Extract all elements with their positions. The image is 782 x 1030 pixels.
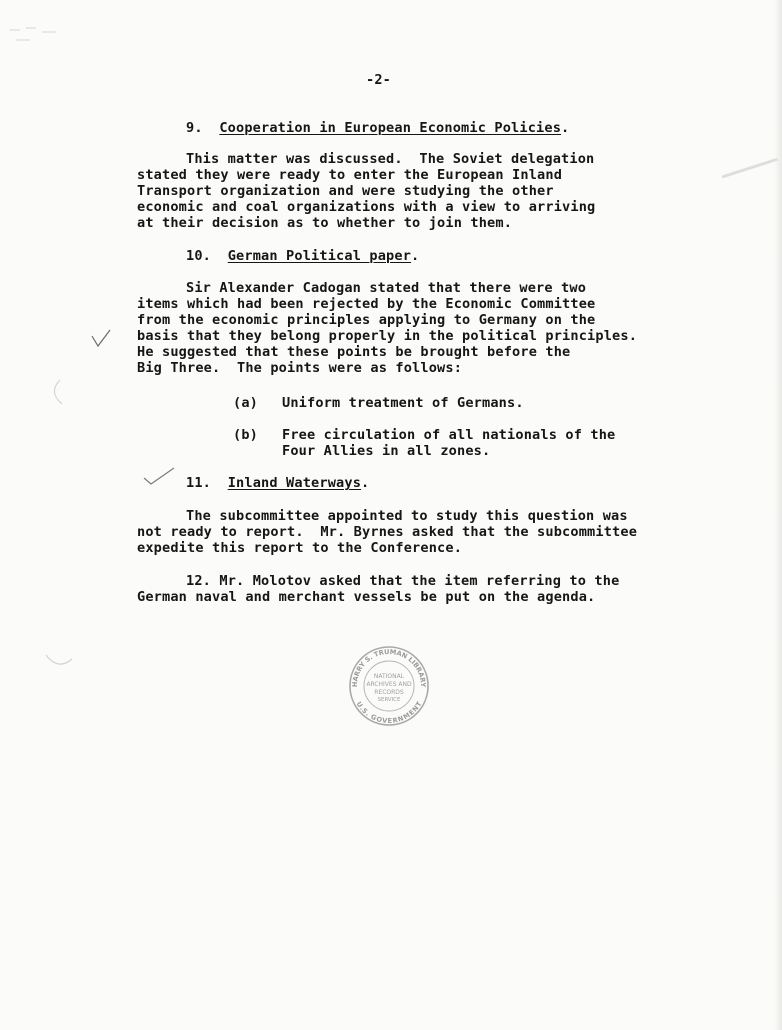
check-mark-icon — [142, 466, 176, 488]
item-12-body-line-2: German naval and merchant vessels be put on the agenda. — [137, 589, 596, 605]
seal-line-2: ARCHIVES AND — [366, 681, 412, 688]
item-11-body-line-1: The subcommittee appointed to study this question was — [186, 508, 628, 524]
seal-ring-top-text: HARRY S. TRUMAN LIBRARY — [350, 647, 428, 688]
item-10-body-line-5: He suggested that these points be brought before the — [137, 344, 571, 360]
item-11-heading-end: . — [361, 475, 370, 491]
item-9-number: 9. — [186, 120, 203, 136]
subpoint-a-label: (a) — [233, 395, 259, 411]
item-9-heading: Cooperation in European Economic Policies — [219, 120, 562, 136]
item-12-line-1 — [186, 573, 619, 589]
seal-ring-bottom-text: U.S. GOVERNMENT — [354, 700, 424, 726]
check-mark-icon — [90, 328, 112, 350]
scan-speckle — [6, 20, 76, 44]
page-number: -2- — [366, 72, 392, 88]
scan-edge-shadow — [774, 0, 782, 1030]
item-10-number: 10. — [186, 248, 212, 264]
binder-hole-shadow — [40, 378, 70, 406]
subpoint-b-line-1: Free circulation of all nationals of the — [282, 427, 616, 443]
binder-hole-shadow — [44, 645, 74, 671]
subpoint-b-label: (b) — [233, 427, 259, 443]
seal-line-4: SERVICE — [377, 697, 401, 703]
item-9-body-line-1: This matter was discussed. The Soviet delegation — [186, 151, 595, 167]
item-10-body-line-2: items which had been rejected by the Economic Committee — [137, 296, 596, 312]
scan-streak — [720, 155, 780, 179]
item-10-heading-end: . — [411, 248, 420, 264]
item-10-body-line-3: from the economic principles applying to Germany on the — [137, 312, 596, 328]
item-9-body-line-2: stated they were ready to enter the European Inland — [137, 167, 563, 183]
item-11-number: 11. — [186, 475, 212, 491]
item-10-body-line-1: Sir Alexander Cadogan stated that there were two — [186, 280, 587, 296]
library-seal-stamp — [348, 645, 430, 727]
seal-line-1: NATIONAL — [373, 673, 405, 680]
subpoint-b-line-2: Four Allies in all zones. — [282, 443, 491, 459]
item-9-body-line-4: economic and coal organizations with a view to arriving — [137, 199, 596, 215]
item-11-body-line-3: expedite this report to the Conference. — [137, 540, 463, 556]
item-12-number: 12. — [186, 573, 212, 589]
item-9-body-line-5: at their decision as to whether to join them. — [137, 215, 513, 231]
item-10-body-line-6: Big Three. The points were as follows: — [137, 360, 463, 376]
item-11-heading-line — [186, 475, 369, 491]
seal-line-3: RECORDS — [374, 689, 404, 696]
item-9-heading-line — [186, 120, 569, 136]
item-10-heading-line — [186, 248, 419, 264]
item-10-heading: German Political paper — [227, 248, 412, 264]
subpoint-a-line-1: Uniform treatment of Germans. — [282, 395, 524, 411]
item-9-heading-end: . — [561, 120, 570, 136]
item-11-heading: Inland Waterways — [227, 475, 362, 491]
item-10-body-line-4: basis that they belong properly in the political principles. — [137, 328, 638, 344]
item-9-body-line-3: Transport organization and were studying the other — [137, 183, 554, 199]
item-12-body-line-1: Mr. Molotov asked that the item referring to the — [219, 573, 620, 589]
svg-text:U.S. GOVERNMENT — [355, 700, 424, 725]
item-11-body-line-2: not ready to report. Mr. Byrnes asked that the subcommittee — [137, 524, 638, 540]
